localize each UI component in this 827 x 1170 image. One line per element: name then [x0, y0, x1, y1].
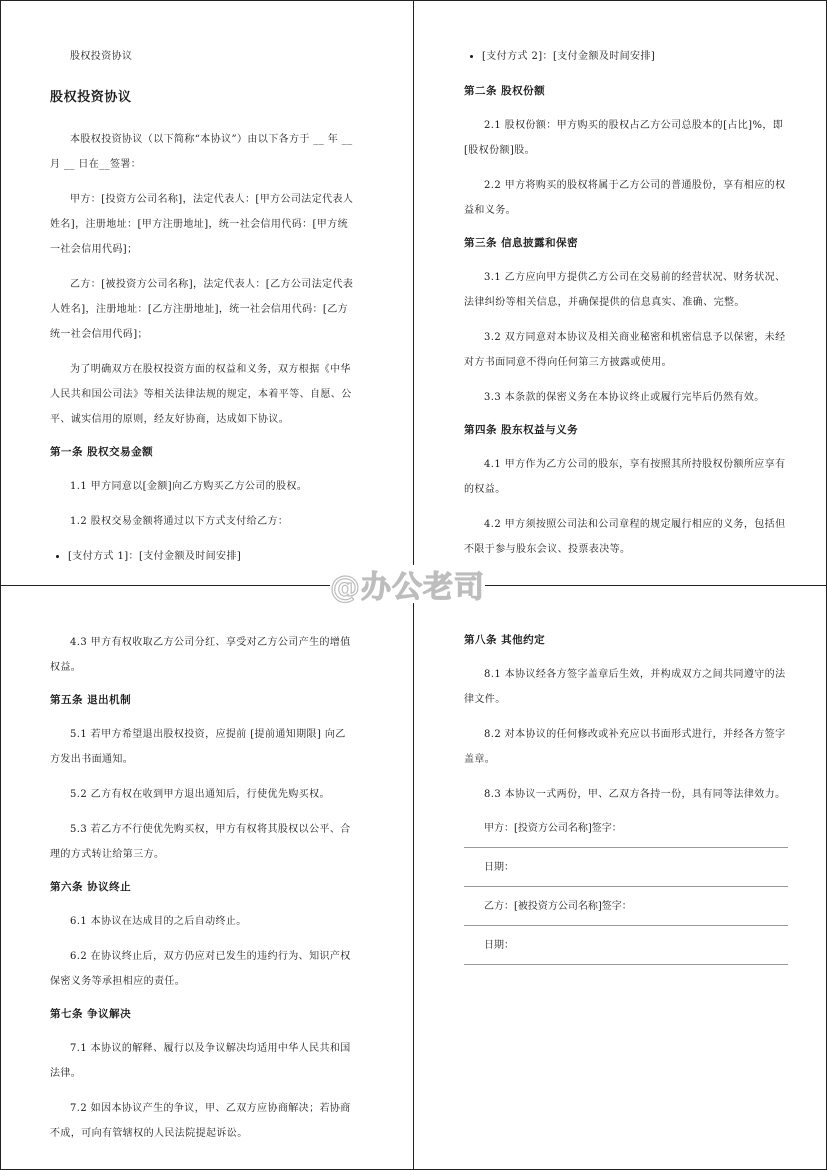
intro-paragraph: 本股权投资协议（以下简称“本协议”）由以下各方于 __ 年 __ 月 __ 日在__签署： [50, 134, 353, 170]
page-4 [464, 630, 788, 973]
clause-6-2: 6.2 在协议终止后，双方仍应对已发生的违约行为、知识产权保密义务等承担相应的责任。 [50, 951, 351, 987]
clause-5-1: 5.1 若甲方希望退出股权投资，应提前 [提前通知期限] 向乙方发出书面通知。 [50, 729, 346, 765]
payment-list [50, 544, 356, 569]
payment-item-1: • [支付方式 1]：[支付金额及时间安排] [68, 544, 356, 569]
article-1-heading: 第一条 股权交易金额 [50, 446, 154, 458]
clause-5-2: 5.2 乙方有权在收到甲方退出通知后，行使优先购买权。 [70, 789, 330, 800]
clause-4-3: 4.3 甲方有权收取乙方公司分红、享受对乙方公司产生的增值权益。 [50, 637, 351, 673]
running-header: 股权投资协议 [70, 51, 133, 62]
clause-6-1: 6.1 本协议在达成目的之后自动终止。 [70, 916, 247, 927]
payment-item-2: • [支付方式 2]：[支付金额及时间安排] [482, 44, 788, 69]
article-4-heading: 第四条 股东权益与义务 [464, 424, 579, 436]
clause-3-3: 3.3 本条款的保密义务在本协议终止或履行完毕后仍然有效。 [484, 392, 765, 403]
clause-8-2: 8.2 对本协议的任何修改或补充应以书面形式进行，并经各方签字盖章。 [464, 729, 786, 765]
page-2 [464, 44, 788, 572]
clause-2-2: 2.2 甲方将购买的股权将属于乙方公司的普通股份，享有相应的权益和义务。 [464, 180, 786, 216]
article-3-heading: 第三条 信息披露和保密 [464, 237, 579, 249]
party-b-signature: 乙方：[被投资方公司名称]签字： [464, 895, 788, 926]
clause-1-2: 1.2 股权交易金额将通过以下方式支付给乙方： [70, 516, 289, 527]
clause-1-1: 1.1 甲方同意以[金额]向乙方购买乙方公司的股权。 [70, 481, 308, 492]
signature-block [464, 817, 788, 965]
clause-5-3: 5.3 若乙方不行使优先购买权，甲方有权将其股权以公平、合理的方式转让给第三方。 [50, 824, 351, 860]
party-b-date: 日期： [464, 934, 788, 965]
clause-4-2: 4.2 甲方须按照公司法和公司章程的规定履行相应的义务，包括但不限于参与股东会议、投票表决等。 [464, 519, 786, 555]
page-3 [50, 630, 356, 1156]
party-a-date: 日期： [464, 856, 788, 887]
clause-3-2: 3.2 双方同意对本协议及相关商业秘密和机密信息予以保密，未经对方书面同意不得向任何第三方披露或使用。 [464, 332, 786, 368]
clause-8-3: 8.3 本协议一式两份，甲、乙双方各持一份，具有同等法律效力。 [484, 789, 786, 800]
purpose-paragraph: 为了明确双方在股权投资方面的权益和义务，双方根据《中华人民共和国公司法》等相关法律法规的规定，本着平等、自愿、公平、诚实信用的原则，经友好协商，达成如下协议。 [50, 364, 352, 425]
article-8-heading: 第八条 其他约定 [464, 634, 546, 646]
clause-4-1: 4.1 甲方作为乙方公司的股东，享有按照其所持股权份额所应享有的权益。 [464, 459, 786, 495]
article-5-heading: 第五条 退出机制 [50, 694, 132, 706]
clause-3-1: 3.1 乙方应向甲方提供乙方公司在交易前的经营状况、财务状况、法律纠纷等相关信息，并确保提供的信息真实、准确、完整。 [464, 272, 786, 308]
clause-2-1: 2.1 股权份额：甲方购买的股权占乙方公司总股本的[占比]%，即[股权份额]股。 [464, 120, 784, 156]
clause-8-1: 8.1 本协议经各方签字盖章后生效，并构成双方之间共同遵守的法律文件。 [464, 669, 786, 705]
payment-list-cont [464, 44, 788, 69]
party-a-signature: 甲方：[投资方公司名称]签字： [464, 817, 788, 848]
article-2-heading: 第二条 股权份额 [464, 85, 546, 97]
document-title: 股权投资协议 [50, 90, 132, 105]
party-b-info: 乙方：[被投资方公司名称]，法定代表人：[乙方公司法定代表人姓名]，注册地址：[乙方注册地址]，统一社会信用代码：[乙方统一社会信用代码]； [50, 279, 354, 340]
article-6-heading: 第六条 协议终止 [50, 881, 132, 893]
page-1 [50, 44, 356, 575]
article-7-heading: 第七条 争议解决 [50, 1008, 132, 1020]
clause-7-1: 7.1 本协议的解释、履行以及争议解决均适用中华人民共和国法律。 [50, 1043, 351, 1079]
party-a-info: 甲方：[投资方公司名称]，法定代表人：[甲方公司法定代表人姓名]，注册地址：[甲方注册地址]，统一社会信用代码：[甲方统一社会信用代码]； [50, 194, 354, 255]
watermark: @办公老司 [330, 565, 485, 603]
clause-7-2: 7.2 如因本协议产生的争议，甲、乙双方应协商解决；若协商不成，可向有管辖权的人民法院提起诉讼。 [50, 1103, 351, 1139]
